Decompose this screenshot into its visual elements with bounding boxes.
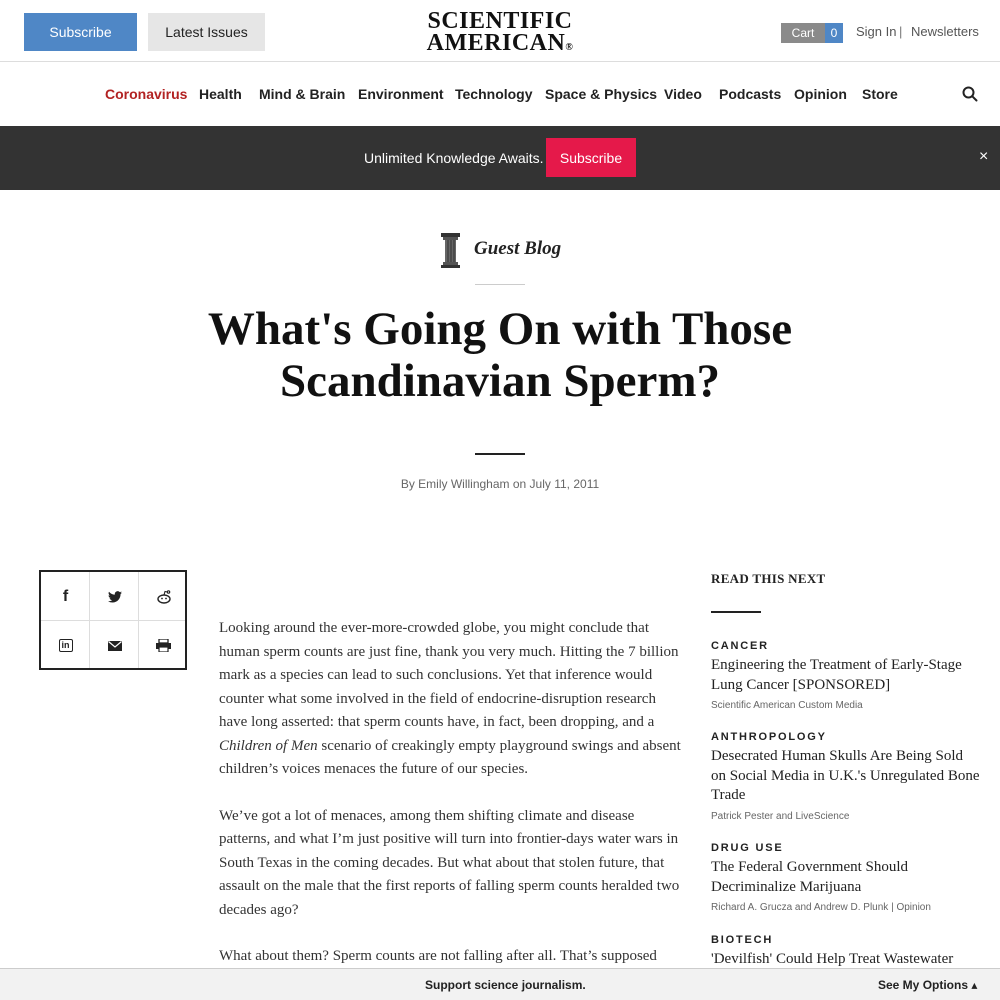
logo-line-2-text: AMERICAN	[426, 30, 566, 56]
nav-item-video[interactable]: Video	[664, 86, 702, 102]
blog-name[interactable]: Guest Blog	[474, 238, 562, 259]
nav-item-mind-brain[interactable]: Mind & Brain	[259, 86, 346, 102]
divider	[475, 284, 525, 285]
read-next-author: Scientific American Custom Media	[711, 700, 863, 711]
sign-in-link[interactable]: Sign In	[856, 24, 897, 39]
nav-item-technology[interactable]: Technology	[455, 86, 533, 102]
promo-text: Unlimited Knowledge Awaits.	[364, 150, 544, 166]
read-next-item[interactable]	[711, 842, 981, 913]
reddit-icon	[156, 590, 172, 604]
column-pillar-icon	[441, 233, 460, 268]
article-text: Looking around the ever-more-crowded globe, you might conclude that human sperm counts are just fine, thank you very much. Hitting the 7 billion mark as a species can lead to such conclusions. Yet that inference would counter what some involved in the field of endocrine-disruption research have long asserted: that sperm counts have, in fact, been dropping, and a	[219, 620, 679, 730]
reddit-share-button[interactable]	[139, 572, 188, 621]
subscribe-button[interactable]: Subscribe	[24, 13, 137, 51]
promo-subscribe-button[interactable]: Subscribe	[546, 138, 636, 177]
article-text: scenario of creakingly empty playground swings and absent children’s voices menaces the future of our species.	[219, 737, 681, 777]
article-body	[219, 617, 684, 992]
latest-issues-button[interactable]: Latest Issues	[148, 13, 265, 51]
search-icon[interactable]	[962, 86, 978, 102]
twitter-icon	[108, 591, 122, 603]
nav-item-opinion[interactable]: Opinion	[794, 86, 847, 102]
read-next-author: Patrick Pester and LiveScience	[711, 810, 850, 822]
article-title: What's Going On with Those Scandinavian Sperm?	[207, 303, 793, 407]
article-emphasis: Children of Men	[219, 737, 318, 754]
article-paragraph	[219, 617, 684, 782]
cart-count-badge: 0	[825, 23, 843, 43]
nav-item-coronavirus[interactable]: Coronavirus	[105, 86, 188, 102]
nav-item-space-physics[interactable]: Space & Physics	[545, 86, 658, 102]
nav-item-store[interactable]: Store	[862, 86, 898, 102]
print-icon	[156, 639, 171, 652]
promo-banner	[0, 126, 1000, 190]
registered-mark: ®	[565, 42, 574, 53]
top-bar	[0, 0, 1000, 62]
support-bar	[0, 968, 1000, 1000]
facebook-share-button[interactable]	[41, 572, 90, 621]
read-this-next-heading: READ THIS NEXT	[711, 571, 826, 586]
article-paragraph: We’ve got a lot of menaces, among them shifting climate and disease patterns, and what I’m just positive will turn into frontier-days water wars in South Texas in the coming decades. But what about that stolen future, that assault on the male that the first reports of falling sperm counts heralded two decades ago?	[219, 807, 680, 918]
cart-label: Cart	[781, 23, 825, 43]
read-next-category[interactable]: BIOTECH	[711, 934, 774, 946]
header-separator: |	[899, 24, 903, 39]
email-share-button[interactable]	[90, 621, 139, 670]
linkedin-icon: in	[59, 639, 73, 652]
email-icon	[108, 641, 122, 651]
read-next-item[interactable]	[711, 731, 981, 822]
see-my-options-button[interactable]	[878, 978, 977, 992]
nav-item-podcasts[interactable]: Podcasts	[719, 86, 782, 102]
linkedin-share-button[interactable]	[41, 621, 90, 670]
byline: By Emily Willingham on July 11, 2011	[400, 477, 600, 491]
read-next-category[interactable]: CANCER	[711, 640, 769, 652]
logo-line-1: SCIENTIFIC	[427, 8, 573, 34]
read-next-title[interactable]: The Federal Government Should Decriminalize Marijuana	[711, 859, 909, 895]
article-paragraph: What about them? Sperm counts are not falling after all. That’s supposed	[219, 948, 657, 964]
chevron-up-icon: ▴	[971, 978, 978, 992]
read-next-author: Richard A. Grucza and Andrew D. Plunk | Opinion	[711, 902, 931, 913]
read-next-category[interactable]: ANTHROPOLOGY	[711, 731, 827, 743]
read-next-title[interactable]: Desecrated Human Skulls Are Being Sold on Social Media in U.K.'s Unregulated Bone Trade	[711, 748, 980, 803]
print-share-button[interactable]	[139, 621, 188, 670]
read-next-category[interactable]: DRUG USE	[711, 842, 784, 854]
nav-item-environment[interactable]: Environment	[358, 86, 444, 102]
nav-item-health[interactable]: Health	[199, 86, 242, 102]
logo-line-2	[400, 32, 600, 59]
cart-button[interactable]	[781, 23, 843, 43]
site-logo[interactable]	[400, 10, 600, 59]
twitter-share-button[interactable]	[90, 572, 139, 621]
divider	[475, 453, 525, 455]
divider	[711, 611, 761, 613]
newsletters-link[interactable]: Newsletters	[911, 24, 979, 39]
main-nav	[0, 62, 1000, 126]
facebook-icon: f	[62, 587, 69, 605]
support-text: Support science journalism.	[425, 978, 586, 992]
read-next-title[interactable]: 'Devilfish' Could Help Treat Wastewater	[711, 951, 954, 967]
close-icon[interactable]: ×	[979, 148, 989, 165]
read-next-item[interactable]	[711, 640, 981, 711]
read-next-item[interactable]	[711, 934, 981, 970]
see-my-options-label: See My Options	[878, 978, 969, 992]
share-box	[39, 570, 187, 670]
read-next-title[interactable]: Engineering the Treatment of Early-Stage Lung Cancer [SPONSORED]	[711, 657, 962, 693]
